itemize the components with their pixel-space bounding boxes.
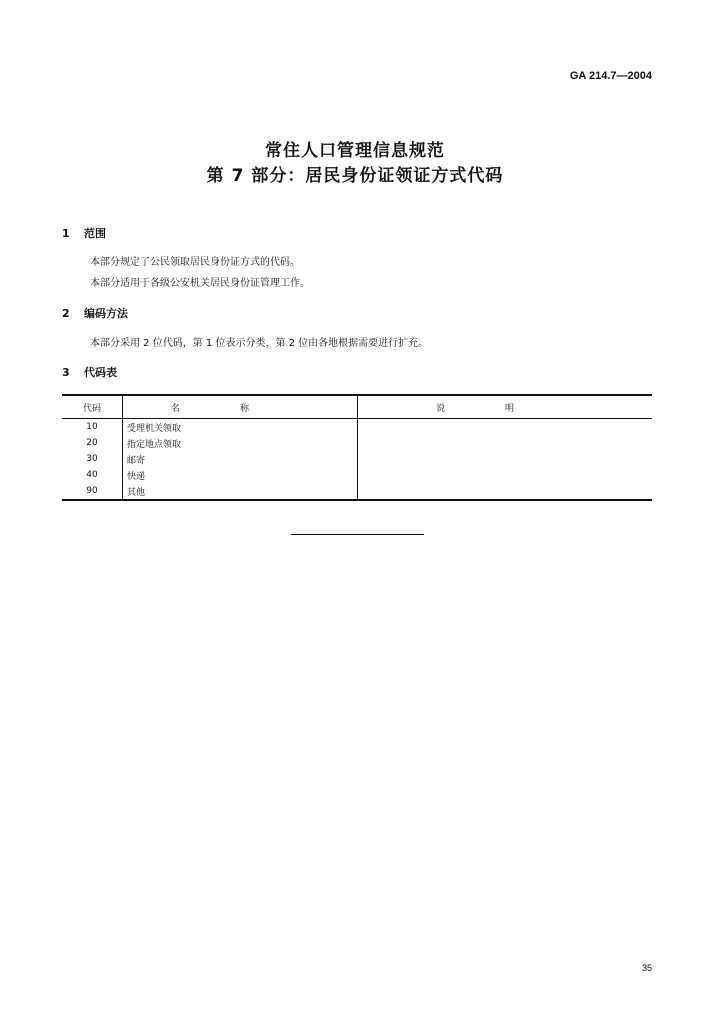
note-cell — [358, 419, 653, 436]
section-heading-coding-method — [62, 305, 128, 321]
section-heading-scope — [62, 225, 106, 241]
scope-paragraph-1: 本部分规定了公民领取居民身份证方式的代码。 — [90, 257, 300, 268]
section-title: 代码表 — [84, 366, 117, 379]
note-cell — [358, 451, 653, 467]
standard-code: GA 214.7—2004 — [569, 70, 652, 82]
section-heading-code-table — [62, 364, 117, 380]
page-number: 35 — [641, 963, 652, 973]
name-cell: 指定地点领取 — [123, 435, 358, 451]
name-cell: 快递 — [123, 467, 358, 483]
table-row — [62, 419, 652, 436]
code-cell: 40 — [62, 467, 123, 483]
column-header-name: 名称 — [123, 395, 358, 419]
code-cell: 10 — [62, 419, 123, 436]
table-row — [62, 451, 652, 467]
name-cell: 邮寄 — [123, 451, 358, 467]
code-cell: 90 — [62, 483, 123, 500]
column-header-note: 说明 — [358, 395, 653, 419]
document-subtitle: 第 7 部分：居民身份证领证方式代码 — [206, 166, 504, 186]
note-cell — [358, 467, 653, 483]
table-row — [62, 467, 652, 483]
document-title: 常住人口管理信息规范 — [265, 141, 445, 161]
name-cell: 受理机关领取 — [123, 419, 358, 436]
note-cell — [358, 435, 653, 451]
table-row — [62, 483, 652, 500]
table-row — [62, 435, 652, 451]
table-header-row — [62, 395, 652, 419]
section-number: 1 — [62, 227, 70, 240]
section-number: 3 — [62, 366, 70, 379]
section-title: 编码方法 — [84, 307, 128, 320]
section-number: 2 — [62, 307, 70, 320]
code-table — [62, 394, 652, 501]
code-cell: 30 — [62, 451, 123, 467]
end-of-text-rule — [291, 534, 424, 535]
section-title: 范围 — [84, 227, 106, 240]
column-header-code: 代码 — [62, 395, 123, 419]
note-cell — [358, 483, 653, 500]
name-cell: 其他 — [123, 483, 358, 500]
coding-method-paragraph: 本部分采用 2 位代码，第 1 位表示分类，第 2 位由各地根据需要进行扩充。 — [90, 338, 429, 349]
scope-paragraph-2: 本部分适用于各级公安机关居民身份证管理工作。 — [90, 278, 310, 289]
code-cell: 20 — [62, 435, 123, 451]
